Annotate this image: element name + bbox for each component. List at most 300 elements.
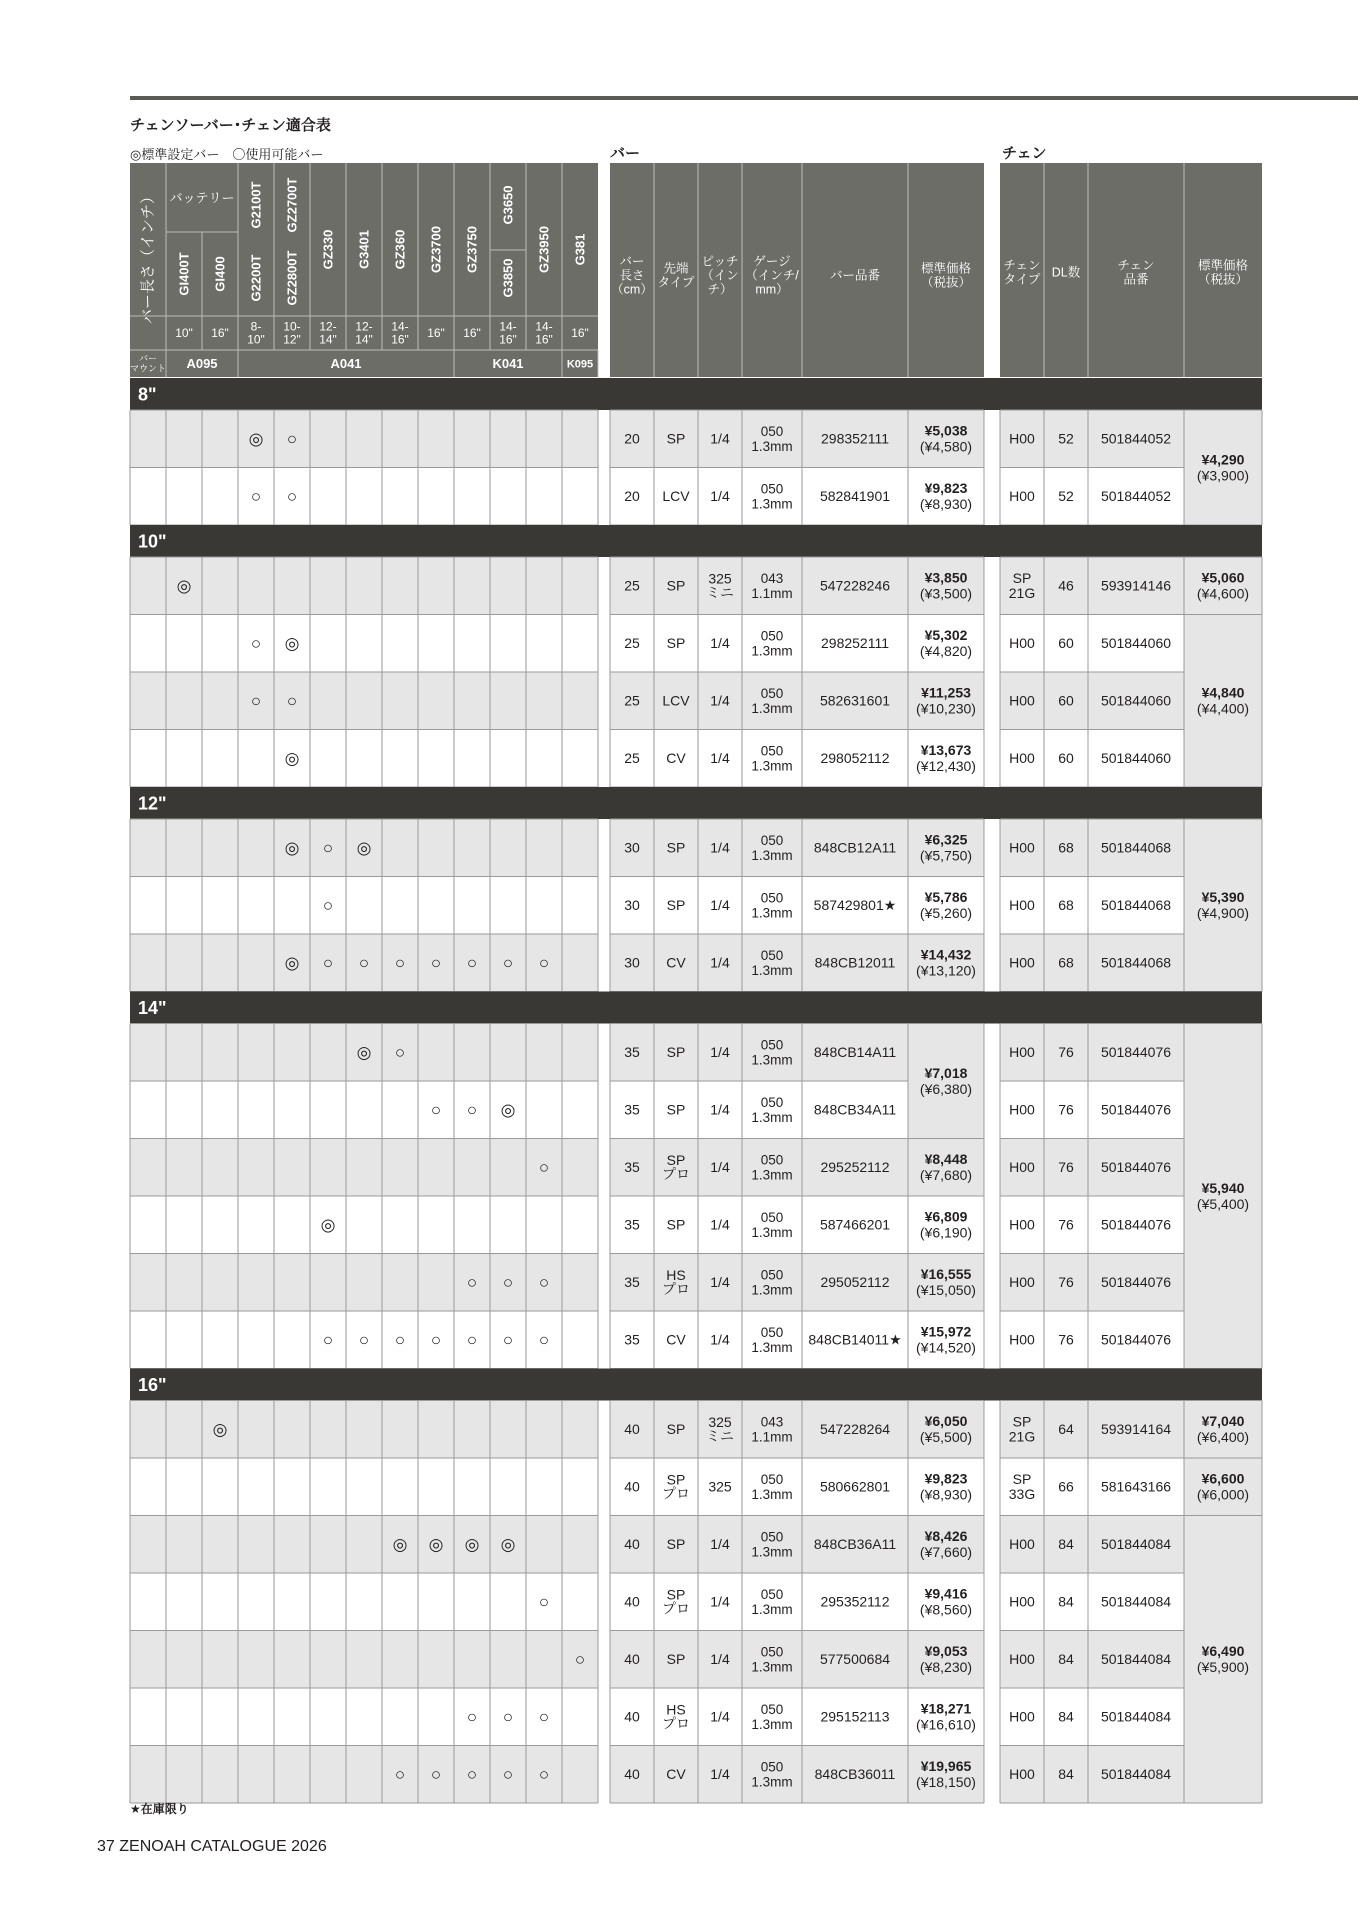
bar-length-cm: 20: [624, 488, 640, 505]
fit-mark: ◎: [464, 1535, 480, 1555]
fit-mark: ○: [538, 1158, 550, 1178]
bar-price: ¥3,850: [924, 569, 968, 586]
pitch: 1/4: [710, 1708, 730, 1725]
fit-mark: ◎: [500, 1535, 516, 1555]
bar-length-value: 12-14": [319, 319, 337, 347]
chain-part-number: 501844076: [1100, 1101, 1172, 1118]
pitch: 325: [708, 1478, 732, 1495]
bar-part-number: 298252111: [821, 635, 889, 652]
fit-mark: ○: [538, 1765, 550, 1785]
chain-type: H00: [1009, 1274, 1035, 1291]
bar-price-ex: (¥5,260): [919, 905, 973, 922]
dl-count: 84: [1058, 1766, 1074, 1783]
model-top-label: GZ2700T: [284, 177, 300, 233]
fit-mark: ◎: [500, 1100, 516, 1120]
bar-length-cm: 25: [624, 577, 640, 594]
table-row: [130, 1688, 598, 1746]
bar-length-cm: 40: [624, 1536, 640, 1553]
fit-mark: ○: [322, 1330, 334, 1350]
bar-price: ¥7,018: [924, 1064, 968, 1081]
bar-price-ex: (¥8,230): [919, 1659, 973, 1676]
fit-mark: ○: [430, 953, 442, 973]
table-row: [130, 615, 598, 673]
gauge: 050 1.3mm: [751, 743, 793, 774]
chain-part-number: 501844060: [1100, 750, 1172, 767]
fit-mark: ○: [502, 1707, 514, 1727]
fit-mark: ○: [466, 953, 478, 973]
chain-type: H00: [1009, 430, 1035, 447]
bar-part-number: 582841901: [819, 488, 891, 505]
bar-length-value: 16": [427, 326, 445, 341]
bar-mount-label: バーマウント: [129, 353, 167, 374]
bar-price-ex: (¥7,660): [919, 1544, 973, 1561]
dl-count: 76: [1058, 1044, 1074, 1061]
chain-type: H00: [1009, 1216, 1035, 1233]
size-group-label: 16": [138, 1374, 167, 1395]
model-label: GZ330: [320, 229, 336, 270]
tip-type: SP: [666, 1101, 686, 1118]
fit-mark: ○: [502, 1765, 514, 1785]
chain-part-number: 501844060: [1100, 692, 1172, 709]
bar-length-cm: 40: [624, 1593, 640, 1610]
fit-mark: ○: [322, 896, 334, 916]
bar-price: ¥18,271: [920, 1700, 972, 1717]
bar-length-value: 10": [175, 326, 193, 341]
fit-mark: ◎: [284, 634, 300, 654]
tip-type: CV: [666, 750, 686, 767]
bar-part-number: 577500684: [819, 1651, 891, 1668]
chain-price-ex: (¥4,600): [1196, 585, 1250, 602]
chain-part-number: 501844076: [1100, 1044, 1172, 1061]
gauge: 050 1.3mm: [751, 947, 793, 978]
bar-price: ¥13,673: [920, 742, 972, 759]
bar-length-cm: 30: [624, 954, 640, 971]
dl-count: 66: [1058, 1478, 1074, 1495]
fit-mark: ○: [394, 1043, 406, 1063]
bar-price-ex: (¥6,380): [919, 1080, 973, 1097]
bar-price-ex: (¥15,050): [916, 1282, 976, 1299]
page-title: チェンソーバー･チェン適合表: [130, 117, 331, 134]
gauge: 050 1.3mm: [751, 1152, 793, 1183]
bar-price: ¥6,050: [924, 1413, 968, 1430]
mount-label: K041: [492, 356, 524, 372]
model-top-label: G2100T: [248, 181, 264, 229]
fit-mark: ○: [430, 1100, 442, 1120]
chain-part-number: 501844084: [1100, 1593, 1172, 1610]
size-group-bar: [130, 525, 1262, 557]
footnote: ★在庫限り: [130, 1802, 189, 1816]
pitch: 1/4: [710, 692, 730, 709]
bar-price-ex: (¥16,610): [916, 1716, 976, 1733]
tip-type: SP: [666, 1536, 686, 1553]
bar-length-cm: 35: [624, 1044, 640, 1061]
dl-count: 60: [1058, 750, 1074, 767]
fit-mark: ○: [538, 1273, 550, 1293]
bar-price-ex: (¥3,500): [919, 585, 973, 602]
bar-price-ex: (¥4,820): [919, 643, 973, 660]
bar-price: ¥9,823: [924, 480, 968, 497]
fit-mark: ○: [394, 1330, 406, 1350]
bar-price: ¥5,038: [924, 422, 968, 439]
gauge: 050 1.3mm: [751, 481, 793, 512]
bar-price-ex: (¥10,230): [916, 700, 976, 717]
fit-mark: ◎: [284, 749, 300, 769]
bar-length-cm: 30: [624, 897, 640, 914]
bar-length-value: 16": [571, 326, 589, 341]
bar-length-cm: 30: [624, 839, 640, 856]
dl-count: 84: [1058, 1651, 1074, 1668]
bar-length-value: 16": [463, 326, 481, 341]
tip-type: SP: [666, 897, 686, 914]
fit-mark: ◎: [356, 1043, 372, 1063]
bar-part-number: 587466201: [819, 1216, 891, 1233]
fit-mark: ◎: [356, 838, 372, 858]
model-label: G381: [572, 233, 588, 266]
bar-price-ex: (¥5,500): [919, 1429, 973, 1446]
tip-type: SP プロ: [662, 1586, 690, 1617]
bar-length-cm: 35: [624, 1274, 640, 1291]
dl-count: 52: [1058, 430, 1074, 447]
bar-price: ¥16,555: [920, 1266, 972, 1283]
bar-length-cm: 20: [624, 430, 640, 447]
size-group-label: 12": [138, 793, 167, 814]
bar-price: ¥8,426: [924, 1528, 968, 1545]
dl-count: 68: [1058, 897, 1074, 914]
bar-price: ¥5,786: [924, 889, 968, 906]
bar-length-cm: 40: [624, 1708, 640, 1725]
pitch: 1/4: [710, 1593, 730, 1610]
chain-type: H00: [1009, 1651, 1035, 1668]
bar-price: ¥6,325: [924, 831, 968, 848]
bar-length-cm: 35: [624, 1331, 640, 1348]
fit-mark: ○: [466, 1765, 478, 1785]
fit-mark: ○: [322, 838, 334, 858]
chain-type: H00: [1009, 1101, 1035, 1118]
dl-count: 76: [1058, 1159, 1074, 1176]
pitch: 1/4: [710, 430, 730, 447]
gauge: 050 1.3mm: [751, 1094, 793, 1125]
fit-mark: ○: [358, 1330, 370, 1350]
legend: ◎標準設定バー 〇使用可能バー: [130, 147, 324, 162]
bar-part-number: 547228264: [819, 1421, 891, 1438]
bar-part-number: 848CB12011: [814, 954, 896, 971]
bar-price-ex: (¥8,560): [919, 1601, 973, 1618]
chain-part-number: 501844076: [1100, 1331, 1172, 1348]
tip-type: SP プロ: [662, 1152, 690, 1183]
bar-col-header: バー品番: [829, 268, 881, 283]
chain-price: ¥5,060: [1201, 569, 1245, 586]
model-label: GZ3700: [428, 226, 444, 273]
chain-price: ¥7,040: [1201, 1413, 1245, 1430]
dl-count: 84: [1058, 1708, 1074, 1725]
model-label: GZ3950: [536, 226, 552, 273]
fit-mark: ◎: [284, 838, 300, 858]
table-row: [130, 672, 598, 730]
pitch: 1/4: [710, 488, 730, 505]
model-label: GZ360: [392, 229, 408, 270]
bar-length-cm: 25: [624, 692, 640, 709]
bar-length-value: 12-14": [355, 319, 373, 347]
chain-price-ex: (¥6,400): [1196, 1429, 1250, 1446]
fit-mark: ○: [502, 953, 514, 973]
gauge: 050 1.3mm: [751, 685, 793, 716]
tip-type: CV: [666, 1766, 686, 1783]
bar-length-cm: 40: [624, 1766, 640, 1783]
tip-type: SP: [666, 1421, 686, 1438]
size-group-bar: [130, 1369, 1262, 1401]
bar-length-value: 14-16": [391, 319, 409, 347]
chain-price-ex: (¥6,000): [1196, 1486, 1250, 1503]
bar-length-label: バー長さ（インチ）: [139, 188, 157, 325]
gauge: 050 1.3mm: [751, 1586, 793, 1617]
model-label: G3850: [500, 258, 516, 298]
bar-price: ¥9,823: [924, 1470, 968, 1487]
model-label: GI400T: [176, 252, 192, 296]
fit-mark: ○: [466, 1330, 478, 1350]
dl-count: 52: [1058, 488, 1074, 505]
fit-mark: ◎: [176, 576, 192, 596]
chain-type: H00: [1009, 897, 1035, 914]
pitch: 1/4: [710, 897, 730, 914]
gauge: 050 1.3mm: [751, 1701, 793, 1732]
tip-type: SP: [666, 839, 686, 856]
table-row: [130, 1401, 598, 1459]
chain-price: ¥5,940: [1201, 1179, 1245, 1196]
bar-length-value: 16": [211, 326, 229, 341]
fit-mark: ○: [538, 1330, 550, 1350]
dl-count: 84: [1058, 1536, 1074, 1553]
pitch: 1/4: [710, 1331, 730, 1348]
bar-length-cm: 35: [624, 1159, 640, 1176]
bar-price-ex: (¥18,150): [916, 1774, 976, 1791]
chain-type: H00: [1009, 488, 1035, 505]
chain-type: H00: [1009, 750, 1035, 767]
pitch: 1/4: [710, 1216, 730, 1233]
fit-mark: ○: [250, 487, 262, 507]
bar-length-cm: 40: [624, 1651, 640, 1668]
bar-length-cm: 25: [624, 635, 640, 652]
fit-mark: ○: [250, 691, 262, 711]
mount-label: A095: [186, 356, 218, 372]
chain-type: SP 21G: [1008, 570, 1036, 602]
gauge: 050 1.3mm: [751, 1209, 793, 1240]
tip-type: HS プロ: [662, 1267, 690, 1298]
chain-price-ex: (¥5,400): [1196, 1195, 1250, 1212]
bar-price: ¥9,053: [924, 1643, 968, 1660]
dl-count: 76: [1058, 1216, 1074, 1233]
bar-part-number: 587429801★: [813, 897, 897, 914]
fit-mark: ○: [502, 1330, 514, 1350]
pitch: 1/4: [710, 1536, 730, 1553]
gauge: 050 1.3mm: [751, 1037, 793, 1068]
bar-price: ¥6,809: [924, 1208, 968, 1225]
dl-count: 76: [1058, 1274, 1074, 1291]
bar-price-ex: (¥7,680): [919, 1167, 973, 1184]
fit-mark: ○: [394, 1765, 406, 1785]
chain-type: H00: [1009, 1708, 1035, 1725]
fit-mark: ○: [322, 953, 334, 973]
chain-part-number: 501844084: [1100, 1536, 1172, 1553]
tip-type: HS プロ: [662, 1701, 690, 1732]
gauge: 050 1.3mm: [751, 1471, 793, 1502]
fit-mark: ○: [538, 1592, 550, 1612]
model-label: GZ3750: [464, 226, 480, 273]
fit-mark: ○: [538, 1707, 550, 1727]
size-group-label: 14": [138, 997, 167, 1018]
table-row: [130, 468, 598, 526]
bar-part-number: 848CB36A11: [813, 1536, 897, 1553]
bar-part-number: 848CB36011: [814, 1766, 896, 1783]
tip-type: CV: [666, 954, 686, 971]
size-group-label: 8": [138, 384, 157, 405]
chain-type: SP 21G: [1008, 1413, 1036, 1445]
chain-section-label: チェン: [1002, 145, 1047, 162]
chain-part-number: 501844052: [1100, 430, 1172, 447]
tip-type: SP: [666, 1044, 686, 1061]
table-row: [130, 1746, 598, 1804]
pitch: 1/4: [710, 954, 730, 971]
chain-price: ¥6,490: [1201, 1643, 1245, 1660]
bar-part-number: 547228246: [819, 577, 891, 594]
tip-type: SP: [666, 430, 686, 447]
bar-price-ex: (¥6,190): [919, 1224, 973, 1241]
chain-price-ex: (¥4,400): [1196, 700, 1250, 717]
bar-part-number: 298052112: [820, 750, 890, 767]
chain-col-header: チェンタイプ: [1003, 258, 1041, 287]
table-row: [130, 877, 598, 935]
chain-type: H00: [1009, 1536, 1035, 1553]
chain-type: SP 33G: [1008, 1471, 1036, 1503]
table-row: [130, 410, 598, 468]
bar-price-ex: (¥14,520): [916, 1339, 976, 1356]
bar-length-cm: 25: [624, 750, 640, 767]
bar-part-number: 295352112: [820, 1593, 890, 1610]
bar-price-ex: (¥12,430): [916, 758, 976, 775]
bar-part-number: 848CB14011★: [808, 1331, 902, 1348]
chain-type: H00: [1009, 692, 1035, 709]
bar-part-number: 295252112: [820, 1159, 890, 1176]
gauge: 050 1.3mm: [751, 890, 793, 921]
chain-price: ¥5,390: [1201, 889, 1245, 906]
bar-length-value: 14-16": [535, 319, 553, 347]
chain-part-number: 501844068: [1100, 839, 1172, 856]
dl-count: 60: [1058, 692, 1074, 709]
tip-type: SP: [666, 635, 686, 652]
bar-price: ¥11,253: [921, 684, 971, 701]
bar-length-value: 14-16": [499, 319, 517, 347]
bar-part-number: 298352111: [821, 430, 889, 447]
size-group-bar: [130, 992, 1262, 1024]
dl-count: 46: [1058, 577, 1074, 594]
model-label: G2200T: [248, 254, 264, 302]
bar-length-cm: 35: [624, 1216, 640, 1233]
fit-mark: ○: [394, 953, 406, 973]
fit-mark: ○: [430, 1330, 442, 1350]
bar-part-number: 582631601: [819, 692, 891, 709]
fit-mark: ○: [502, 1273, 514, 1293]
bar-part-number: 848CB12A11: [813, 839, 897, 856]
bar-length-value: 10-12": [283, 319, 301, 347]
chain-type: H00: [1009, 635, 1035, 652]
dl-count: 76: [1058, 1331, 1074, 1348]
mount-label: K095: [566, 358, 594, 371]
bar-part-number: 848CB14A11: [813, 1044, 897, 1061]
bar-price-ex: (¥8,930): [919, 496, 973, 513]
size-group-bar: [130, 787, 1262, 819]
model-top-label: G3650: [500, 185, 516, 225]
chain-col-header: 標準価格（税抜）: [1197, 258, 1249, 287]
fit-mark: ○: [286, 429, 298, 449]
table-row: [130, 1573, 598, 1631]
chain-part-number: 501844084: [1100, 1708, 1172, 1725]
chain-type: H00: [1009, 839, 1035, 856]
fit-mark: ○: [250, 634, 262, 654]
bar-length-cm: 35: [624, 1101, 640, 1118]
bar-price: ¥14,432: [920, 946, 972, 963]
chain-col-header: チェン品番: [1117, 258, 1155, 287]
table-row: [130, 1081, 598, 1139]
fit-mark: ◎: [428, 1535, 444, 1555]
bar-price: ¥5,302: [924, 627, 968, 644]
chain-part-number: 501844084: [1100, 1651, 1172, 1668]
chain-price: ¥4,290: [1201, 451, 1245, 468]
pitch: 325 ミニ: [706, 570, 734, 601]
fit-mark: ◎: [212, 1420, 228, 1440]
bar-price-ex: (¥4,580): [919, 438, 973, 455]
bar-length-cm: 40: [624, 1421, 640, 1438]
fit-mark: ○: [466, 1273, 478, 1293]
chain-price: ¥6,600: [1201, 1470, 1245, 1487]
chain-part-number: 501844076: [1100, 1274, 1172, 1291]
bar-part-number: 295052112: [820, 1274, 890, 1291]
bar-price-ex: (¥8,930): [919, 1486, 973, 1503]
gauge: 050 1.3mm: [751, 1529, 793, 1560]
size-group-label: 10": [138, 531, 167, 552]
battery-label: バッテリー: [169, 190, 235, 206]
bar-col-header: 先端タイプ: [657, 261, 695, 290]
dl-count: 76: [1058, 1101, 1074, 1118]
fit-mark: ○: [286, 487, 298, 507]
gauge: 050 1.3mm: [751, 832, 793, 863]
fit-mark: ◎: [320, 1215, 336, 1235]
pitch: 1/4: [710, 635, 730, 652]
pitch: 1/4: [710, 1766, 730, 1783]
bar-price: ¥19,965: [920, 1758, 972, 1775]
fit-mark: ◎: [392, 1535, 408, 1555]
dl-count: 84: [1058, 1593, 1074, 1610]
bar-col-header: バー長さ（cm）: [611, 254, 653, 297]
bar-part-number: 580662801: [819, 1478, 891, 1495]
table-row: [130, 730, 598, 788]
chain-price-ex: (¥3,900): [1196, 467, 1250, 484]
tip-type: SP: [666, 1216, 686, 1233]
tip-type: LCV: [662, 488, 690, 505]
fit-mark: ◎: [248, 429, 264, 449]
fit-mark: ○: [286, 691, 298, 711]
bar-price: ¥15,972: [920, 1323, 972, 1340]
pitch: 1/4: [710, 1044, 730, 1061]
pitch: 1/4: [710, 1274, 730, 1291]
tip-type: LCV: [662, 692, 690, 709]
model-label: GI400: [212, 256, 228, 292]
pitch: 1/4: [710, 750, 730, 767]
fit-mark: ○: [574, 1650, 586, 1670]
bar-length-value: 8-10": [247, 319, 265, 347]
chain-part-number: 581643166: [1100, 1478, 1172, 1495]
table-row: [130, 1139, 598, 1197]
dl-count: 64: [1058, 1421, 1074, 1438]
page-footer: 37 ZENOAH CATALOGUE 2026: [97, 1838, 327, 1855]
